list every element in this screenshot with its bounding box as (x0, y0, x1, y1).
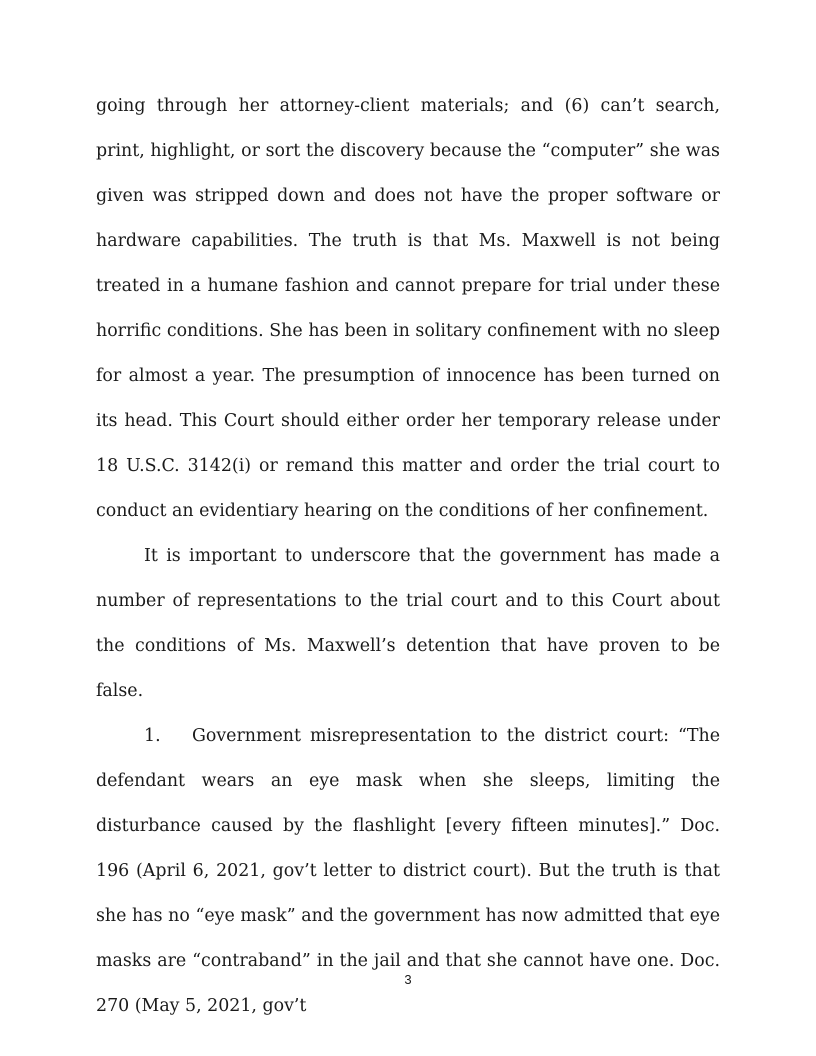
paragraph-underscore: It is important to underscore that the government has made a number of representations to the trial court and to this Court about the conditions of Ms. Maxwell’s detention that have proven to be false. (96, 546, 720, 701)
paragraph-continuation: going through her attorney-client materials; and (6) can’t search, print, highlight, or sort the discovery because the “computer” she was given was stripped down and does not have the proper software or hardware capabilities. The truth is that Ms. Maxwell is not being treated in a humane fashion and cannot prepare for trial under these horrific conditions. She has been in solitary confinement with no sleep for almost a year. The presumption of innocence has been turned on its head. This Court should either order her temporary release under 18 U.S.C. 3142(i) or remand this matter and order the trial court to conduct an evidentiary hearing on the conditions of her confinement. (96, 96, 720, 521)
item-text: Government misrepresentation to the district court: “The defendant wears an eye mask when she sleeps, limiting the disturbance caused by the flashlight [every fifteen minutes].” Doc. 196 (April 6, 2021, gov’t letter to district court). But the truth is that she has no “eye mask” and the government has now admitted that eye masks are “contraband” in the jail and that she cannot have one. Doc. 270 (May 5, 2021, gov’t (96, 726, 720, 1016)
document-body (96, 84, 720, 1029)
item-number: 1. (144, 726, 161, 746)
page-number: 3 (404, 972, 412, 987)
